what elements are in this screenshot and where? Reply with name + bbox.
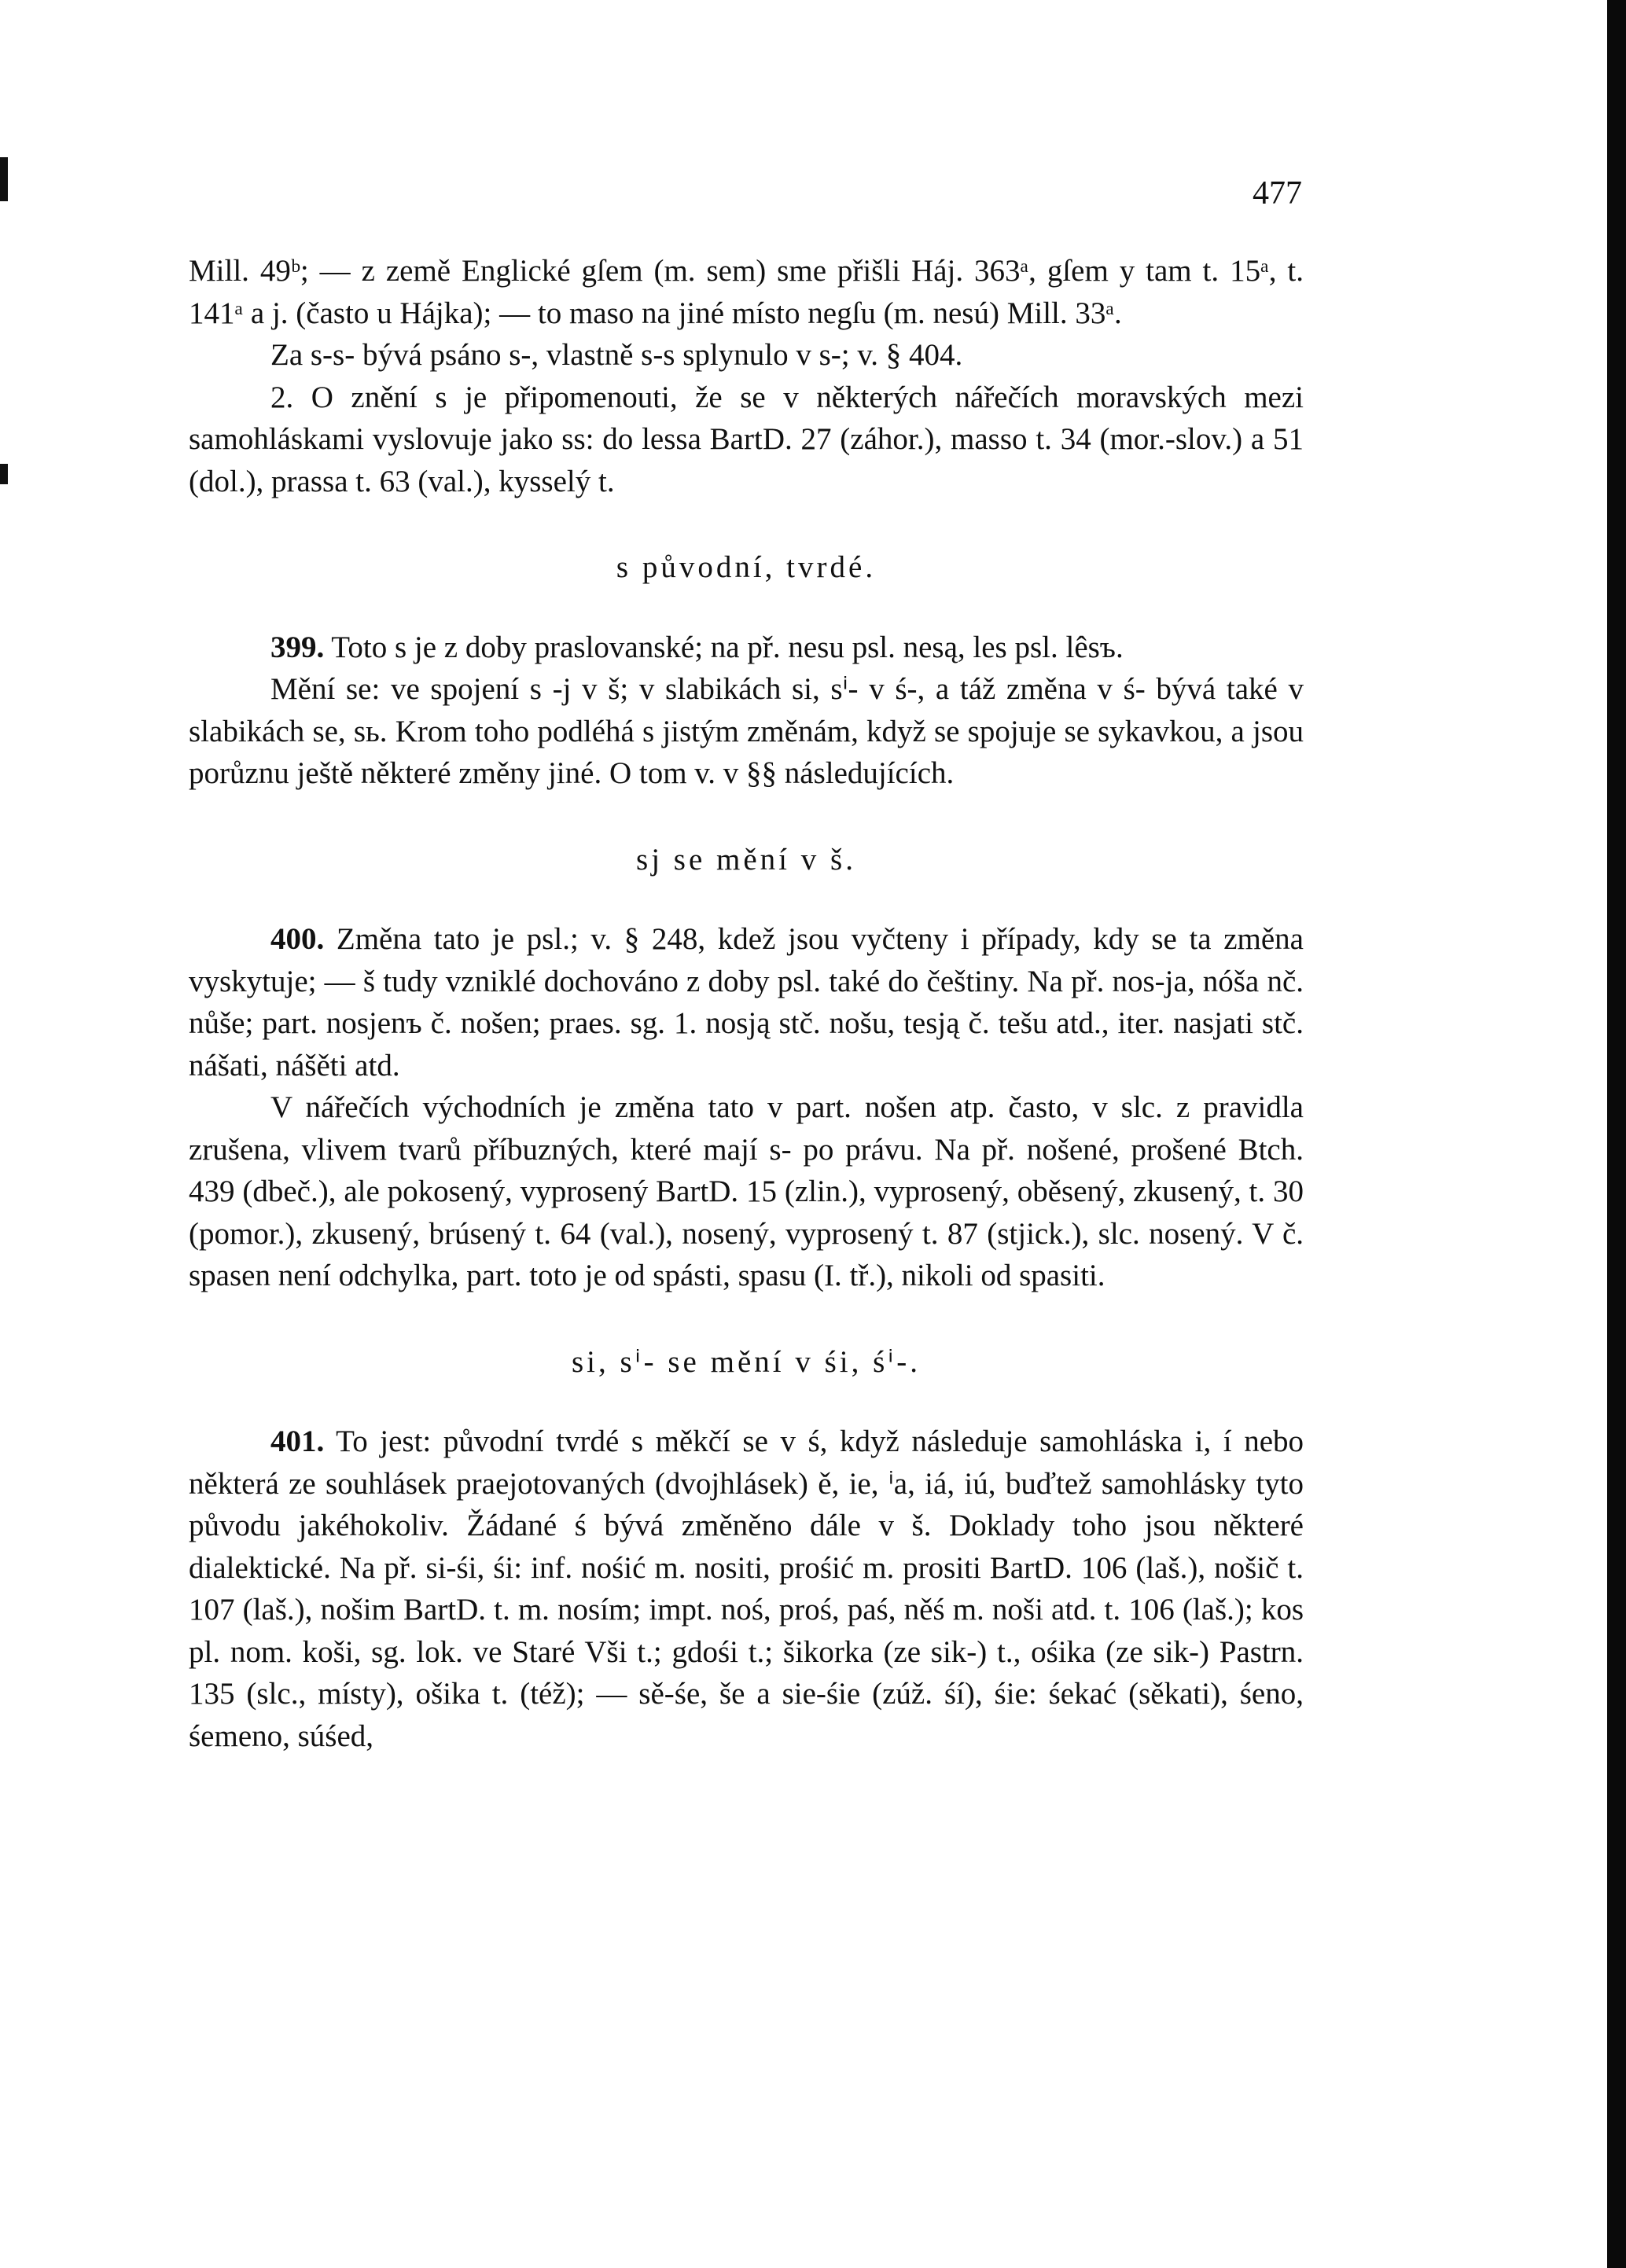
section-number: 401. [270, 1424, 325, 1458]
section-heading [189, 839, 1304, 881]
paragraph-text: Změna tato je psl.; v. § 248, kdež jsou vyčteny i případy, kdy se ta změna vyskytuje; — š tudy vzniklé dochováno z doby psl. také do češtiny. Na př. nos-ja, nóša nč. nůše; part. nosjenъ č. nošen; praes. sg. 1. nosją stč. nošu, tesją č. tešu atd., iter. nasjati stč. nášati, nášěti atd. [189, 922, 1304, 1083]
paragraph [189, 918, 1304, 1086]
section-number: 400. [270, 922, 325, 956]
paragraph-text: To jest: původní tvrdé s měkčí se v ś, když následuje samohláska i, í nebo některá ze souhlásek praejotovaných (dvojhlásek) ě, ie, ⁱa, iá, iú, buďtež samohlásky tyto původu jakéhokoliv. Žádané ś bývá změněno dále v š. Doklady toho jsou některé dialektické. Na př. si-śi, śi: inf. nośić m. nositi, prośić m. prositi BartD. 106 (laš.), nošič t. 107 (laš.), nošim BartD. t. m. nosím; impt. noś, proś, paś, něś m. noši atd. t. 106 (laš.); kos pl. nom. koši, sg. lok. ve Staré Vši t.; gdośi t.; šikorka (ze sik-) t., ośika (ze sik-) Pastrn. 135 (slc., místy), ošika t. (též); — sě-śe, še a sie-śie (zúž. śí), śie: śekać (sěkati), śeno, śemeno, súśed, [189, 1424, 1304, 1753]
scan-margin-mark [0, 464, 8, 484]
paragraph-text: 2. O znění s je připomenouti, že se v některých nářečích moravských mezi samohláskami vyslovuje jako ss: do lessa BartD. 27 (záhor.), masso t. 34 (mor.-slov.) a 51 (dol.), prassa t. 63 (val.), kysselý t. [189, 380, 1304, 498]
section-heading [189, 1341, 1304, 1384]
heading-text: sj se mění v š. [636, 842, 856, 877]
scan-edge [1607, 0, 1626, 2268]
paragraph [189, 627, 1304, 669]
paragraph-text: Za s-s- bývá psáno s-, vlastně s-s splynulo v s-; v. § 404. [270, 338, 963, 372]
section-number: 399. [270, 630, 325, 664]
paragraph-text: Mill. 49ᵇ; — z země Englické gſem (m. sem) sme přišli Háj. 363ᵃ, gſem y tam t. 15ᵃ, t. 141ᵃ a j. (často u Hájka); — to maso na jiné místo negſu (m. nesú) Mill. 33ᵃ. [189, 254, 1304, 330]
paragraph-text: Toto s je z doby praslovanské; na př. nesu psl. nesą, les psl. lêsъ. [324, 630, 1124, 664]
heading-text: s původní, tvrdé. [616, 550, 877, 584]
section-heading [189, 546, 1304, 589]
paragraph [189, 1086, 1304, 1297]
scan-margin-mark [0, 157, 8, 201]
paragraph-text: Mění se: ve spojení s -j v š; v slabikách si, sⁱ- v ś-, a táž změna v ś- bývá také v slabikách se, sь. Krom toho podléhá s jistým změnám, když se spojuje se sykavkou, a jsou porůznu ještě některé změny jiné. O tom v. v §§ následujících. [189, 672, 1304, 790]
paragraph-text: V nářečích východních je změna tato v part. nošen atp. často, v slc. z pravidla zrušena, vlivem tvarů příbuzných, které mají s- po právu. Na př. nošené, prošené Btch. 439 (dbeč.), ale pokosený, vyprosený BartD. 15 (zlin.), vyprosený, oběsený, zkusený, t. 30 (pomor.), zkusený, brúsený t. 64 (val.), nosený, vyprosený t. 87 (stjick.), slc. nosený. V č. spasen není odchylka, part. toto je od spásti, spasu (I. tř.), nikoli od spasiti. [189, 1090, 1304, 1292]
text-body [189, 250, 1304, 1757]
paragraph [189, 334, 1304, 377]
paragraph [189, 250, 1304, 334]
paragraph [189, 1421, 1304, 1757]
paragraph [189, 377, 1304, 503]
paragraph [189, 668, 1304, 795]
heading-text: si, sⁱ- se mění v śi, śⁱ-. [571, 1344, 921, 1379]
page-number: 477 [1253, 175, 1302, 211]
